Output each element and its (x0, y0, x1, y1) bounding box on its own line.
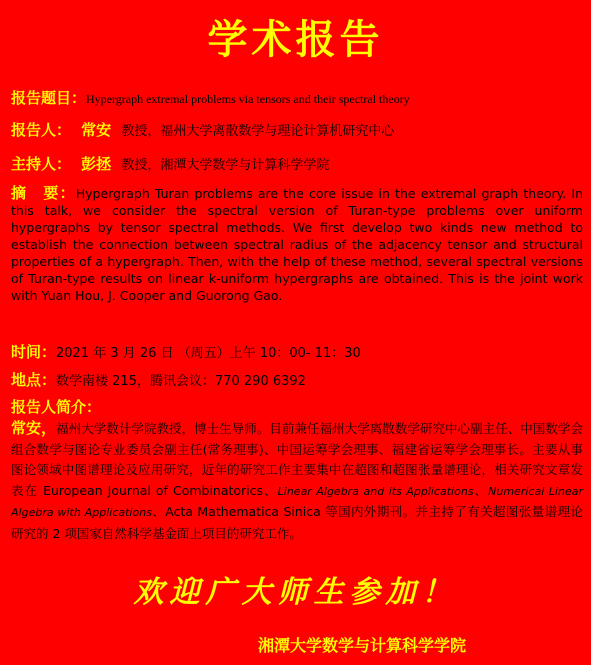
bio-part1: 福州大学数计学院教授，博士生导师。目前兼任福州大学离散数学研究中心副主任、中国数学会组合数学与图论专业委员会副主任(常务理事)、中国运筹学会理事、福建省运筹学会理事长。主要从事图论领域中图谱理论及应用研究，近年的研究工作主要集中在超图和超图张量谱理论，相关研究文章发表在 European Journal of Combinatorics、 (11, 421, 583, 498)
speaker-row (11, 121, 583, 141)
bio-block (11, 418, 583, 544)
time-value: 2021 年 3 月 26 日 （周五）上午 10：00- 11：30 (56, 346, 361, 361)
organizer: 湘潭大学数学与计算科学学院 (258, 636, 467, 655)
topic-label: 报告题目： (11, 89, 87, 107)
abstract-text: Hypergraph Turan problems are the core issue in the extremal graph theory. In this talk, we consider the spectral version of Turan-type problems over uniform hypergraphs by tensor spectral methods. We first develop two kinds new method to establish the connection between spectral radius of the adjacency tensor and structural properties of a hypergraph. Then, with the help of these method, several spectral versions of Turan-type results on linear k-uniform hypergraphs are obtained. This is the joint work with Yuan Hou, J. Cooper and Guorong Gao. (11, 186, 583, 303)
speaker-label: 报告人： (11, 121, 72, 139)
host-row (11, 155, 583, 175)
bio-heading: 报告人简介： (11, 398, 102, 416)
bio-journal1: Linear Algebra and its Applications (277, 484, 474, 498)
host-desc: 教授，湘潭大学数学与计算科学学院 (121, 158, 330, 173)
topic-row (11, 89, 583, 109)
place-row (11, 371, 583, 391)
abstract-block (11, 185, 583, 304)
bio-part2: 、Acta Mathematica Sinica 等国内外期刊。并主持了有关超图张量谱理论研究的 2 项国家自然科学基金面上项目的研究工作。 (11, 504, 583, 541)
poster-title: 学术报告 (207, 17, 384, 63)
abstract-label: 摘 要： (11, 184, 76, 202)
host-name: 彭拯 (81, 155, 112, 173)
place-value: 数学南楼 215，腾讯会议：770 290 6392 (56, 374, 306, 389)
topic-value: Hypergraph extremal problems via tensors and their spectral theory (86, 92, 410, 106)
bio-heading-row (11, 398, 583, 418)
speaker-name: 常安 (81, 121, 112, 139)
time-row (11, 343, 583, 363)
place-label: 地点： (11, 371, 57, 389)
welcome-banner: 欢迎广大师生参加！ (133, 575, 458, 610)
bio-sep1: 、 (473, 482, 489, 498)
bio-name: 常安， (11, 419, 57, 437)
bio-journal2: Numerical Linear Algebra with Applications (11, 484, 583, 519)
speaker-desc: 教授，福州大学离散数学与理论计算机研究中心 (121, 124, 395, 139)
host-label: 主持人： (11, 155, 72, 173)
time-label: 时间： (11, 343, 57, 361)
